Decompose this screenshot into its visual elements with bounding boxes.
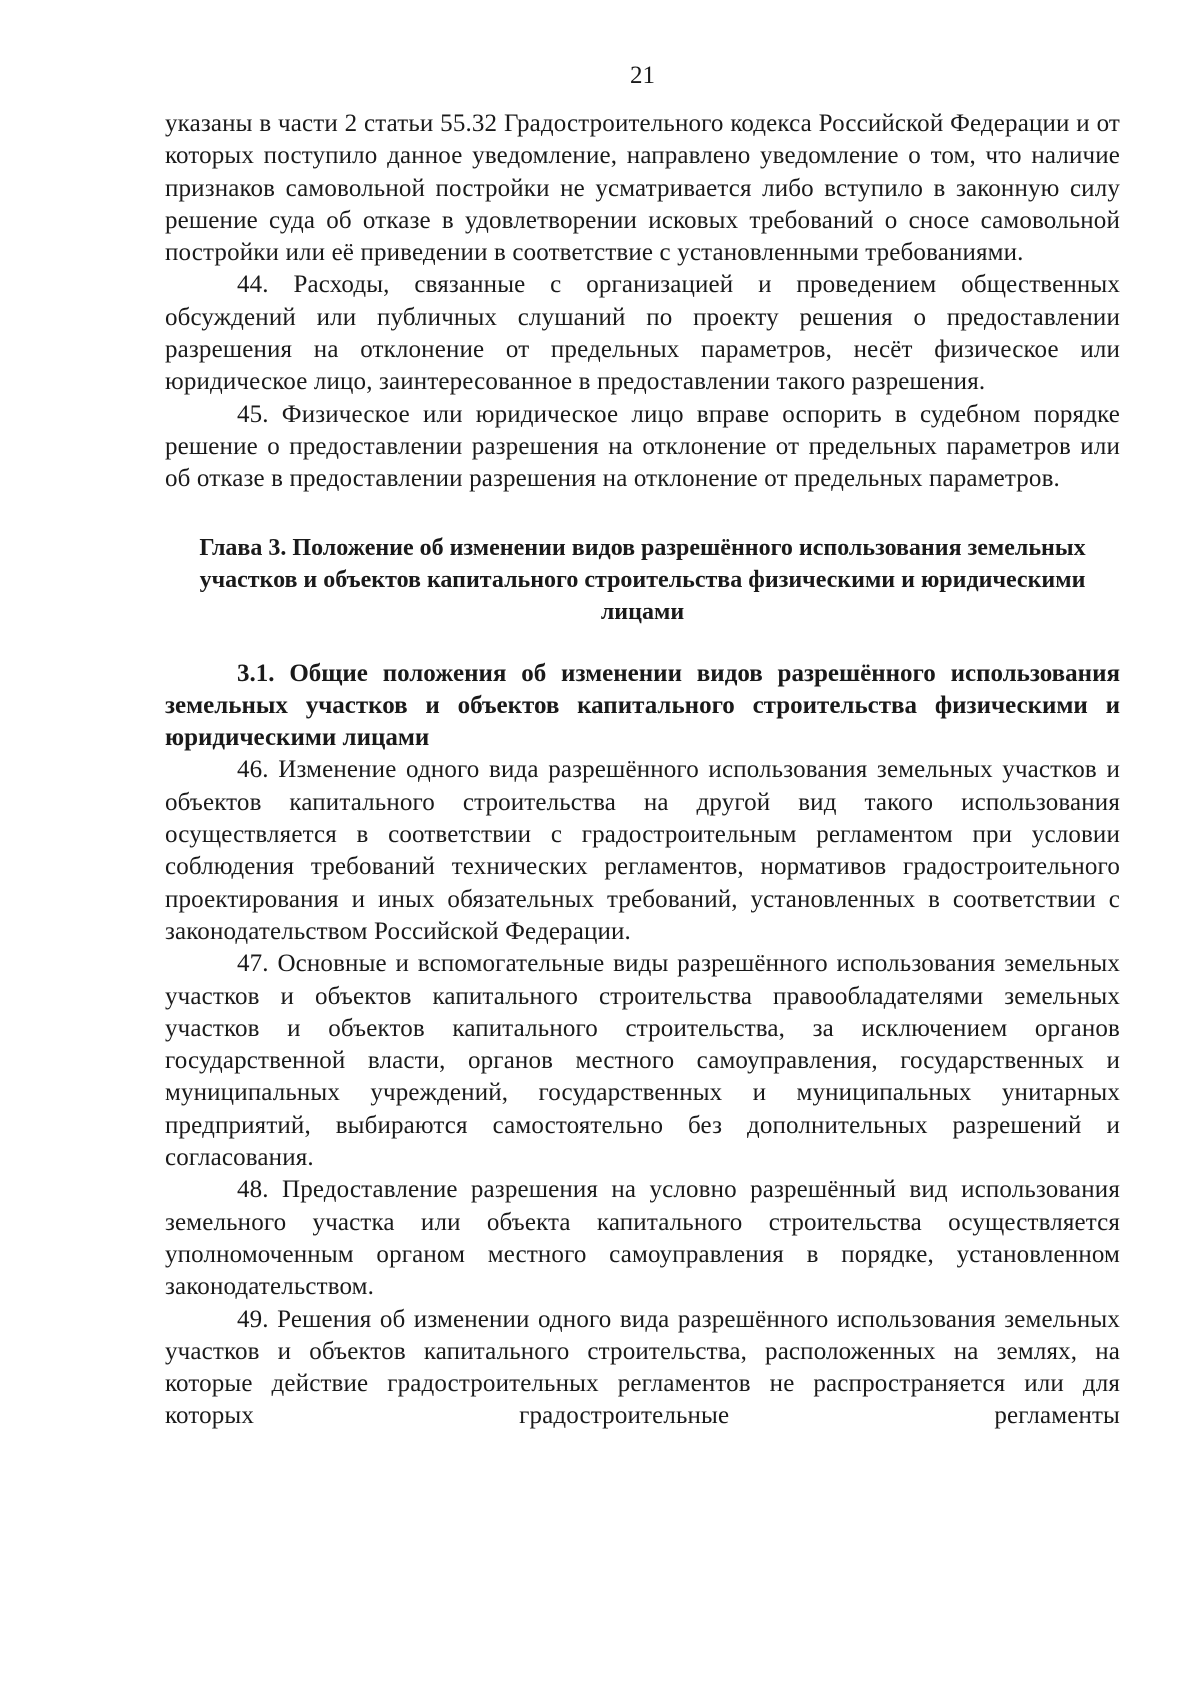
chapter-title: Глава 3. Положение об изменении видов разрешённого использования земельных участков и объектов капитального строительства физическими и юридическими лицами <box>199 534 1086 625</box>
document-page <box>165 60 1120 1433</box>
paragraph-47: 47. Основные и вспомогательные виды разрешённого использования земельных участков и объектов капитального строительства правообладателями земельных участков и объектов капитального строительства, за исключением органов государственной власти, органов местного самоуправления, государственных и муниципальных учреждений, государственных и муниципальных унитарных предприятий, выбираются самостоятельно без дополнительных разрешений и согласования. <box>165 950 1120 1172</box>
page-number: 21 <box>630 62 655 89</box>
paragraph-48: 48. Предоставление разрешения на условно разрешённый вид использования земельного участка или объекта капитального строительства осуществляется уполномоченным органом местного самоуправления в порядке, установленном законодательством. <box>165 1176 1120 1301</box>
paragraph-continuation: указаны в части 2 статьи 55.32 Градостроительного кодекса Российской Федерации и от которых поступило данное уведомление, направлено уведомление о том, что наличие признаков самовольной постройки не усматривается либо вступило в законную силу решение суда об отказе в удовлетворении исковых требований о сносе самовольной постройки или её приведении в соответствие с установленными требованиями. <box>165 110 1120 267</box>
paragraph-44: 44. Расходы, связанные с организацией и проведением общественных обсуждений или публичных слушаний по проекту решения о предоставлении разрешения на отклонение от предельных параметров, несёт физическое или юридическое лицо, заинтересованное в предоставлении такого разрешения. <box>165 271 1120 396</box>
paragraph-45: 45. Физическое или юридическое лицо вправе оспорить в судебном порядке решение о предоставлении разрешения на отклонение от предельных параметров или об отказе в предоставлении разрешения на отклонение от предельных параметров. <box>165 400 1120 493</box>
section-title: 3.1. Общие положения об изменении видов разрешённого использования земельных участков и объектов капитального строительства физическими и юридическими лицами <box>165 659 1120 752</box>
paragraph-46: 46. Изменение одного вида разрешённого использования земельных участков и объектов капитального строительства на другой вид такого использования осуществляется в соответствии с градостроительным регламентом при условии соблюдения требований технических регламентов, нормативов градостроительного проектирования и иных обязательных требований, установленных в соответствии с законодательством Российской Федерации. <box>165 756 1120 945</box>
paragraph-49: 49. Решения об изменении одного вида разрешённого использования земельных участков и объектов капитального строительства, расположенных на землях, на которые действие градостроительных регламентов не распространяется или для которых градостроительные регламенты <box>165 1305 1120 1430</box>
